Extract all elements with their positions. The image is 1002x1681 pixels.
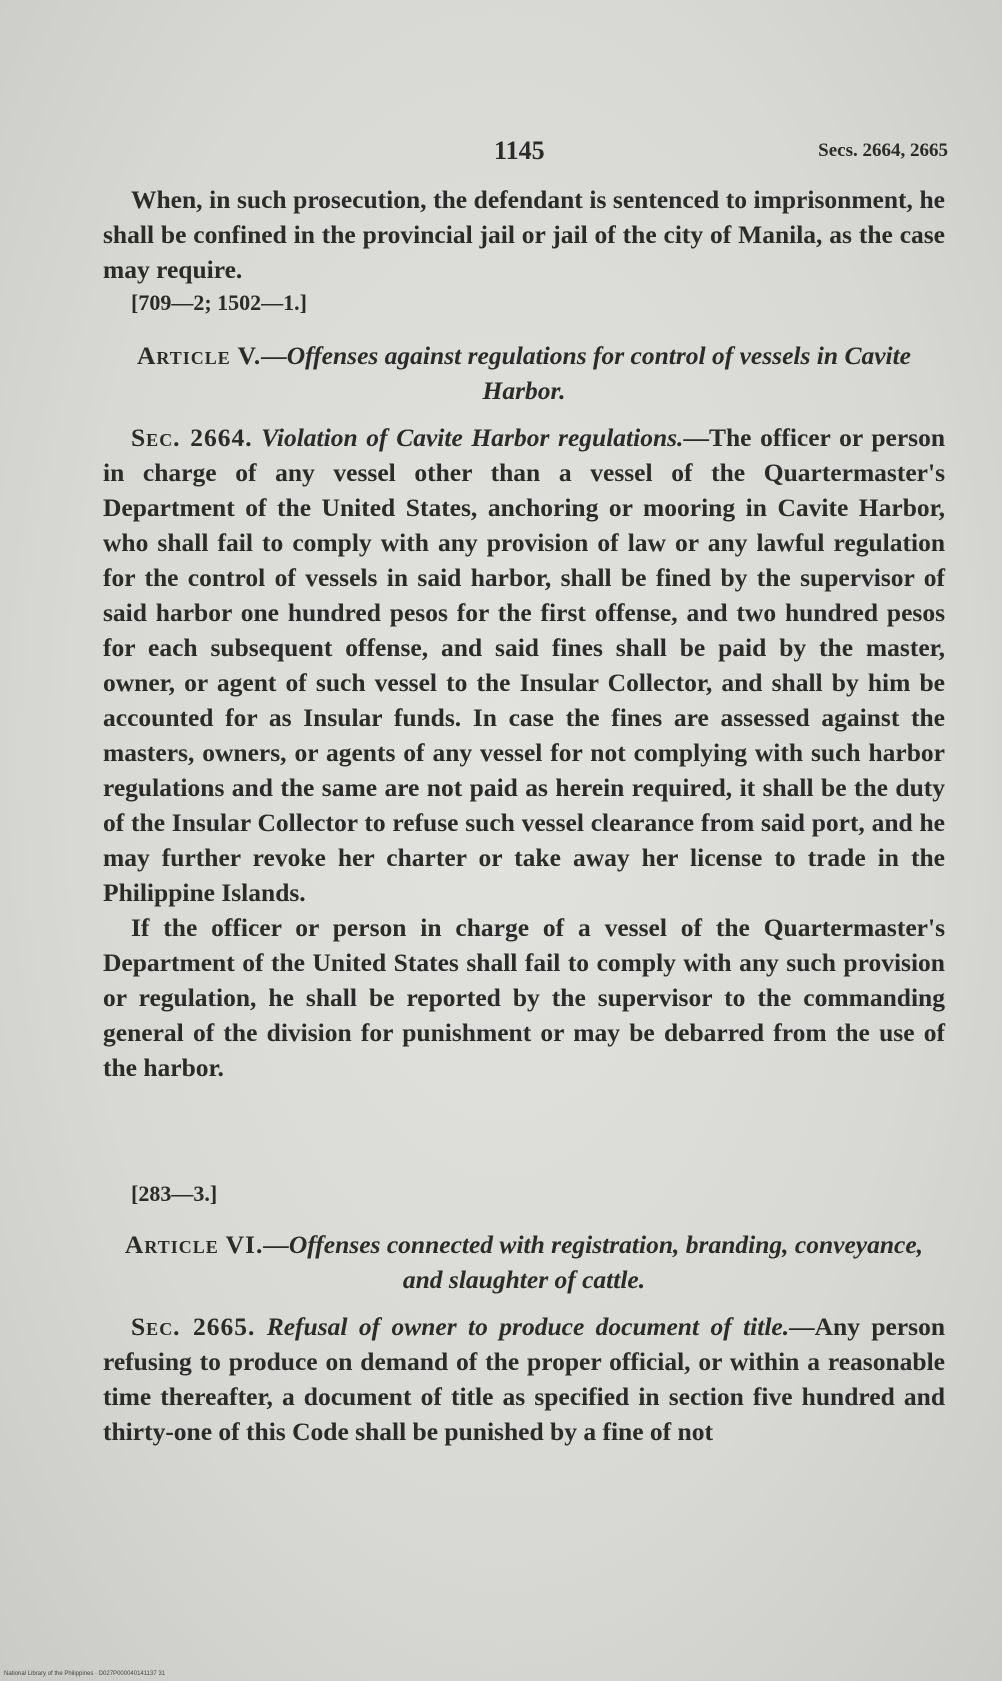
article-vi-label: Article VI. (124, 1230, 264, 1259)
page-number: 1145 (494, 136, 545, 165)
article-vi-heading (103, 1227, 945, 1297)
article-v-heading (103, 338, 945, 408)
scan-footer: National Library of the Philippines · D027P000040141137 31 (4, 1671, 166, 1677)
sec-2665-title: Refusal of owner to produce document of title. (266, 1312, 790, 1341)
sec-2665-paragraph (103, 1309, 945, 1449)
article-v-label: Article V. (136, 341, 262, 370)
sec-2664-title: Violation of Cavite Harbor regulations. (261, 423, 684, 452)
intro-citation: [709—2; 1502—1.] (131, 290, 307, 315)
sec-2665 (103, 1309, 945, 1449)
sec-2664 (103, 420, 945, 1085)
sec-2664-label: Sec. 2664. (131, 423, 253, 452)
sec-2664-paragraph (103, 420, 945, 910)
sec-2664-citation: [283—3.] (131, 1181, 218, 1206)
sec-2665-body: —Any person refusing to produce on demand of the proper official, or within a reasonable time thereafter, a document of title as specified in section five hundred and thirty-one of this Code shall be punished by a fine of not (103, 1312, 946, 1446)
intro-text: When, in such prosecution, the defendant is sentenced to imprisonment, he shall be confined in the provincial jail or jail of the city of Manila, as the case may require. (103, 185, 945, 284)
article-v-title: —Offenses against regulations for control of vessels in Cavite Harbor. (261, 341, 912, 405)
sec-2664-body: —The officer or person in charge of any vessel other than a vessel of the Quartermaster's Department of the United States, anchoring or mooring in Cavite Harbor, who shall fail to comply with any provision of law or any lawful regulation for the control of vessels in said harbor, shall be fined by the supervisor of said harbor one hundred pesos for the first offense, and two hundred pesos for each subsequent offense, and said fines shall be paid by the master, owner, or agent of such vessel to the Insular Collector, and shall by him be accounted for as Insular funds. In case the fines are assessed against the masters, owners, or agents of any vessel for not complying with such harbor regulations and the same are not paid as herein required, it shall be the duty of the Insular Collector to refuse such vessel clearance from said port, and he may further revoke her charter or take away her license to trade in the Philippine Islands. (103, 423, 946, 907)
article-vi-title: —Offenses connected with registration, branding, conveyance, and slaughter of cattle. (263, 1230, 924, 1294)
sec-2665-label: Sec. 2665. (131, 1312, 256, 1341)
intro-paragraph (103, 182, 945, 287)
section-reference: Secs. 2664, 2665 (818, 140, 948, 161)
sec-2664-paragraph-2: If the officer or person in charge of a vessel of the Quartermaster's Department of the United States shall fail to comply with any such provision or regulation, he shall be reported by the supervisor to the commanding general of the division for punishment or may be debarred from the use of the harbor. (103, 913, 945, 1082)
